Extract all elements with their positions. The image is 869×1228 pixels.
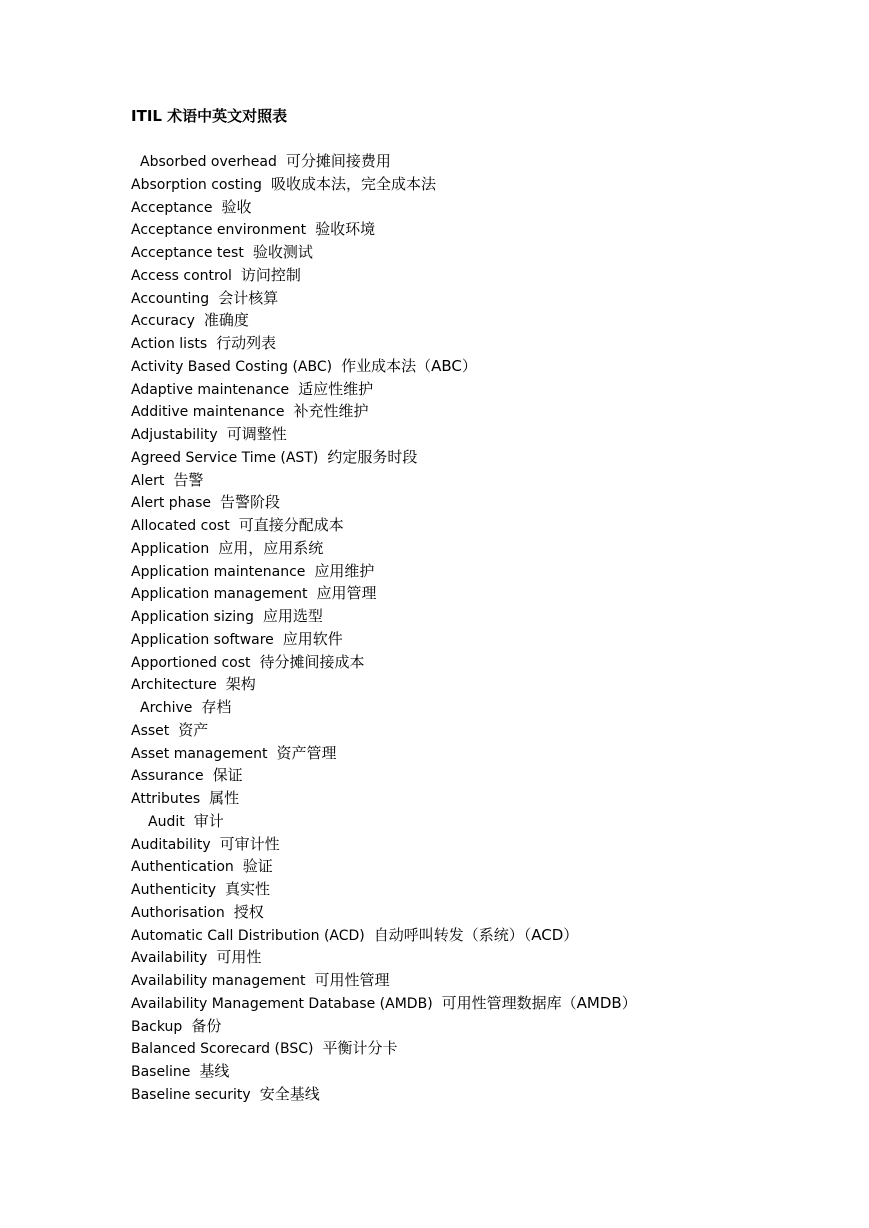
term-chinese: 保证 xyxy=(212,766,243,785)
glossary-entry xyxy=(131,628,637,651)
term-english: Access control xyxy=(131,267,232,284)
glossary-entry xyxy=(131,355,637,378)
glossary-entry xyxy=(131,446,637,469)
term-english: Action lists xyxy=(131,336,208,352)
glossary-entry xyxy=(131,287,637,310)
term-english: Application management xyxy=(131,586,308,603)
glossary-entry xyxy=(131,514,637,537)
term-chinese: 资产管理 xyxy=(276,743,337,762)
term-chinese: 验收环境 xyxy=(315,220,376,239)
term-english: Architecture xyxy=(131,677,217,694)
term-chinese: 可用性管理 xyxy=(314,971,390,989)
glossary-entry xyxy=(131,1083,637,1106)
glossary-entry xyxy=(131,924,637,947)
glossary-entry xyxy=(131,469,637,492)
glossary-entry xyxy=(131,378,637,401)
term-chinese: 可审计性 xyxy=(219,834,280,853)
term-chinese: 应用，应用系统 xyxy=(218,538,324,557)
glossary-entry xyxy=(131,1015,637,1038)
term-chinese: 自动呼叫转发（系统）（ACD） xyxy=(373,925,579,944)
glossary-entry xyxy=(131,969,637,992)
term-chinese: 可直接分配成本 xyxy=(238,516,344,534)
glossary-entry xyxy=(131,992,637,1015)
glossary-entry xyxy=(131,332,637,355)
term-chinese: 验证 xyxy=(242,857,273,876)
term-chinese: 会计核算 xyxy=(218,288,279,307)
term-english: Audit xyxy=(148,813,185,830)
glossary-entry xyxy=(131,742,637,765)
term-chinese: 属性 xyxy=(209,789,240,807)
term-english: Activity Based Costing (ABC) xyxy=(131,358,333,375)
term-english: Authentication xyxy=(131,859,234,876)
glossary-entry xyxy=(131,491,637,514)
term-chinese: 应用软件 xyxy=(282,629,343,648)
term-english: Acceptance xyxy=(131,199,213,216)
term-chinese: 待分摊间接成本 xyxy=(259,652,365,671)
term-chinese: 约定服务时段 xyxy=(327,447,418,466)
term-chinese: 应用管理 xyxy=(316,584,377,603)
term-english: Absorption costing xyxy=(131,176,262,193)
term-chinese: 应用选型 xyxy=(262,607,323,625)
glossary-entry xyxy=(131,855,637,878)
term-chinese: 适应性维护 xyxy=(298,379,374,398)
term-english: Alert phase xyxy=(131,495,212,512)
term-chinese: 架构 xyxy=(225,675,256,694)
glossary-entry xyxy=(131,560,637,583)
glossary-entry xyxy=(131,196,637,219)
glossary-entry xyxy=(131,719,637,742)
term-english: Agreed Service Time (AST) xyxy=(131,449,319,466)
term-chinese: 访问控制 xyxy=(240,265,301,284)
term-chinese: 作业成本法（ABC） xyxy=(341,356,477,375)
term-chinese: 吸收成本法，完全成本法 xyxy=(270,174,436,193)
term-english: Auditability xyxy=(131,836,211,853)
term-chinese: 告警阶段 xyxy=(220,493,281,512)
term-english: Baseline xyxy=(131,1064,191,1080)
term-chinese: 行动列表 xyxy=(216,334,277,352)
term-english: Allocated cost xyxy=(131,518,230,534)
term-english: Availability Management Database (AMDB) xyxy=(131,995,433,1012)
term-chinese: 可用性管理数据库（AMDB） xyxy=(441,993,637,1012)
term-english: Application maintenance xyxy=(131,563,306,580)
term-english: Asset xyxy=(131,722,170,739)
glossary-entry xyxy=(131,1037,637,1060)
term-english: Availability management xyxy=(131,973,306,989)
glossary-entry xyxy=(131,150,637,173)
term-english: Additive maintenance xyxy=(131,404,285,421)
term-english: Asset management xyxy=(131,745,268,762)
term-english: Automatic Call Distribution (ACD) xyxy=(131,927,365,944)
glossary-entry xyxy=(131,946,637,969)
term-chinese: 真实性 xyxy=(225,880,271,898)
glossary-entry xyxy=(131,787,637,810)
term-english: Absorbed overhead xyxy=(140,154,277,170)
glossary-entry xyxy=(131,264,637,287)
term-english: Archive xyxy=(140,700,193,716)
term-english: Assurance xyxy=(131,768,204,785)
glossary-entry xyxy=(131,1060,637,1083)
term-chinese: 备份 xyxy=(191,1016,222,1035)
term-english: Adjustability xyxy=(131,427,218,443)
term-chinese: 授权 xyxy=(233,902,264,921)
term-chinese: 安全基线 xyxy=(259,1084,320,1103)
term-english: Authenticity xyxy=(131,882,217,898)
term-english: Application sizing xyxy=(131,609,254,625)
term-english: Attributes xyxy=(131,791,201,807)
term-english: Alert xyxy=(131,472,165,489)
term-chinese: 应用维护 xyxy=(314,561,375,580)
term-english: Backup xyxy=(131,1018,183,1035)
term-chinese: 验收测试 xyxy=(252,243,313,261)
glossary-entry xyxy=(131,241,637,264)
term-english: Acceptance test xyxy=(131,245,244,261)
glossary-entry xyxy=(131,673,637,696)
term-chinese: 审计 xyxy=(193,811,224,830)
glossary-term-list xyxy=(131,150,637,1106)
glossary-entry xyxy=(131,309,637,332)
document-title: ITIL 术语中英文对照表 xyxy=(131,107,288,125)
term-chinese: 可调整性 xyxy=(226,425,287,443)
glossary-entry xyxy=(131,423,637,446)
term-chinese: 补充性维护 xyxy=(293,402,369,421)
glossary-entry xyxy=(131,537,637,560)
term-english: Balanced Scorecard (BSC) xyxy=(131,1041,314,1058)
term-chinese: 平衡计分卡 xyxy=(322,1039,398,1058)
term-chinese: 存档 xyxy=(201,698,232,716)
glossary-entry xyxy=(131,764,637,787)
glossary-entry xyxy=(131,878,637,901)
glossary-entry xyxy=(131,400,637,423)
term-chinese: 可用性 xyxy=(216,948,262,967)
glossary-entry xyxy=(131,696,637,719)
glossary-entry xyxy=(131,605,637,628)
term-english: Authorisation xyxy=(131,904,225,921)
term-english: Acceptance environment xyxy=(131,222,307,239)
term-english: Availability xyxy=(131,950,208,967)
term-chinese: 可分摊间接费用 xyxy=(285,152,391,170)
term-english: Adaptive maintenance xyxy=(131,381,290,398)
glossary-entry xyxy=(131,833,637,856)
term-chinese: 资产 xyxy=(178,720,209,739)
term-english: Baseline security xyxy=(131,1086,251,1103)
glossary-entry xyxy=(131,218,637,241)
glossary-entry xyxy=(131,582,637,605)
term-chinese: 基线 xyxy=(199,1062,230,1080)
term-english: Application xyxy=(131,540,210,557)
term-chinese: 准确度 xyxy=(203,311,249,330)
glossary-entry xyxy=(131,173,637,196)
term-english: Apportioned cost xyxy=(131,654,251,671)
term-english: Accounting xyxy=(131,290,210,307)
term-english: Accuracy xyxy=(131,313,195,330)
glossary-entry xyxy=(131,810,637,833)
term-chinese: 告警 xyxy=(173,470,204,489)
glossary-entry xyxy=(131,901,637,924)
glossary-entry xyxy=(131,651,637,674)
term-english: Application software xyxy=(131,631,274,648)
term-chinese: 验收 xyxy=(221,197,252,216)
